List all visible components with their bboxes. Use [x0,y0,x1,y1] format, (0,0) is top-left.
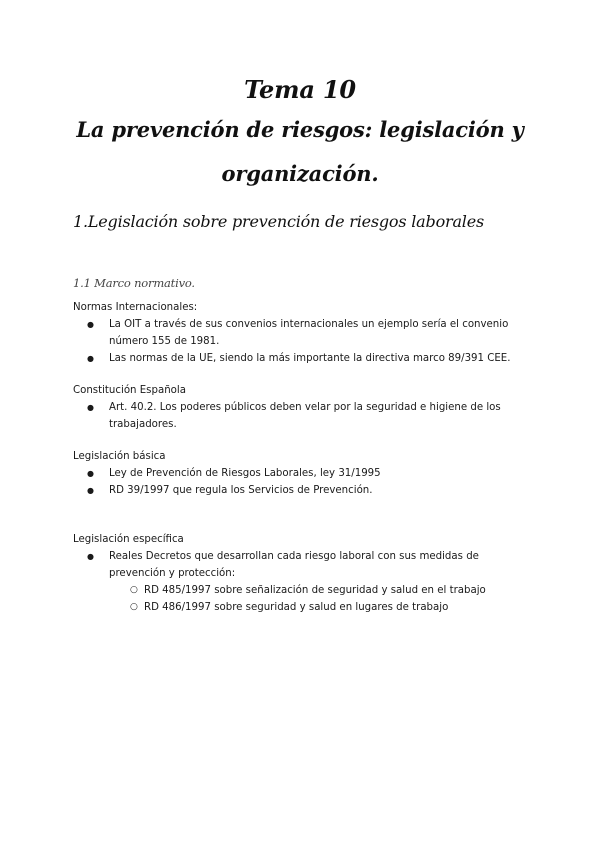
document-body [73,299,533,616]
list-item: ● RD 39/1997 que regula los Servicios de Prevención. [73,482,533,499]
group-label-constitution: Constitución Española [73,385,186,396]
spacer [73,499,533,531]
list-item: ● Reales Decretos que desarrollan cada riesgo laboral con sus medidas de prevención y protección: [73,548,533,582]
title-line-2: La prevención de riesgos: legislación y [76,117,524,142]
subsection-heading: 1.1 Marco normativo. [73,276,195,290]
sub-bullet-list [73,582,533,616]
bullet-list-basic-legislation [73,465,533,499]
bullet-list-specific-legislation [73,548,533,582]
title-line-1: Tema 10 [244,75,356,104]
title-line-3: organización. [221,161,379,186]
list-item: ● Art. 40.2. Los poderes públicos deben velar por la seguridad e higiene de los trabajadores. [73,399,533,433]
list-item: ● Las normas de la UE, siendo la más importante la directiva marco 89/391 CEE. [73,350,533,367]
document-title [0,74,600,194]
list-item: ● La OIT a través de sus convenios internacionales un ejemplo sería el convenio número 155 de 1981. [73,316,533,350]
group-label-specific-legislation: Legislación específica [73,534,184,545]
group-label-international: Normas Internacionales: [73,302,198,313]
sub-list-item: ○ RD 486/1997 sobre seguridad y salud en lugares de trabajo [73,599,533,616]
section-heading: 1.Legislación sobre prevención de riesgos laborales [73,212,484,231]
bullet-list-constitution [73,399,533,433]
spacer [73,433,533,448]
group-label-basic-legislation: Legislación básica [73,451,166,462]
sub-list-item: ○ RD 485/1997 sobre señalización de seguridad y salud en el trabajo [73,582,533,599]
bullet-list-international [73,316,533,367]
list-item: ● Ley de Prevención de Riesgos Laborales, ley 31/1995 [73,465,533,482]
spacer [73,367,533,382]
